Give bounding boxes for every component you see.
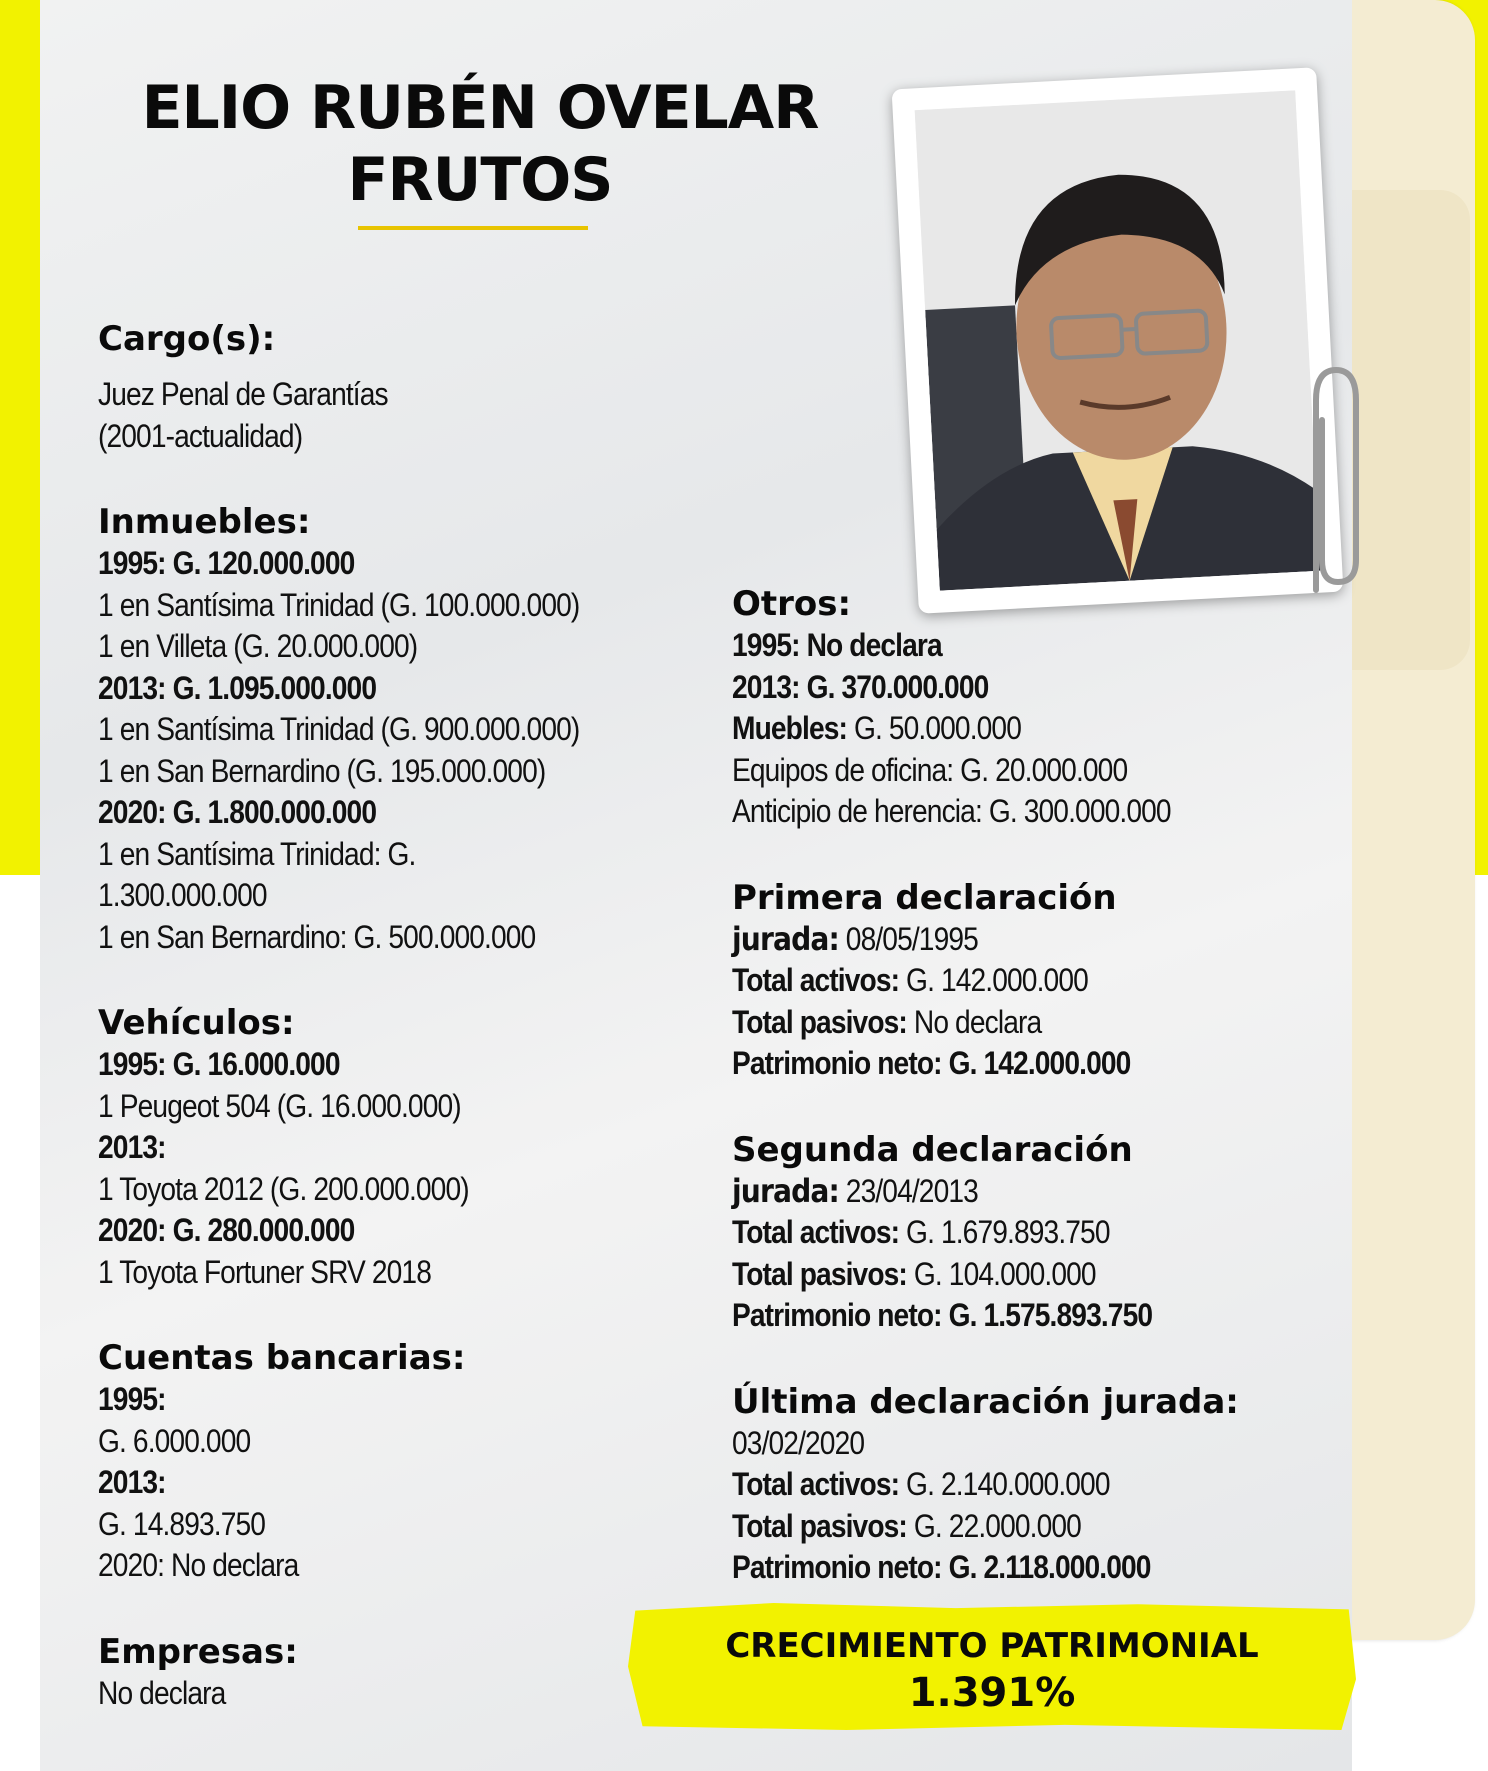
segunda-activos xyxy=(732,1212,1225,1254)
otros-muebles-label: Muebles: xyxy=(732,710,848,746)
primera-activos-label: Total activos: xyxy=(732,962,900,998)
title-line-2: FRUTOS xyxy=(347,145,613,215)
primera-heading: Primera declaración xyxy=(732,877,1117,918)
right-column xyxy=(732,583,1292,1589)
otros-year-1995: 1995: No declara xyxy=(732,627,942,663)
primera-pasivos xyxy=(732,1002,1225,1044)
vehiculos-year-1995: 1995: G. 16.000.000 xyxy=(98,1046,340,1082)
portrait-photo-image xyxy=(915,90,1321,590)
cuentas-year-2013: 2013: xyxy=(98,1464,166,1500)
inmuebles-year-2020: 2020: G. 1.800.000.000 xyxy=(98,794,377,830)
segunda-pasivos xyxy=(732,1254,1225,1296)
left-column xyxy=(98,318,698,1714)
primera-activos xyxy=(732,960,1225,1002)
primera-neto xyxy=(732,1043,1225,1085)
inmuebles-year-1995: 1995: G. 120.000.000 xyxy=(98,545,355,581)
primera-neto-label: Patrimonio neto: xyxy=(732,1045,942,1081)
growth-banner-value: 1.391% xyxy=(908,1670,1076,1716)
inmuebles-item: 1 en Santísima Trinidad (G. 900.000.000) xyxy=(98,711,580,747)
otros-heading: Otros: xyxy=(732,584,852,624)
segunda-fecha xyxy=(732,1171,1225,1213)
portrait-photo xyxy=(892,67,1344,614)
ultima-pasivos-value: G. 22.000.000 xyxy=(913,1507,1081,1544)
inmuebles-item: 1 en San Bernardino (G. 195.000.000) xyxy=(98,752,546,789)
ultima-fecha: 03/02/2020 xyxy=(732,1424,865,1461)
segunda-jurada-label: jurada: xyxy=(732,1171,839,1210)
vehiculos-item: 1 Peugeot 504 (G. 16.000.000) xyxy=(98,1087,461,1124)
ultima-neto-value: G. 2.118.000.000 xyxy=(948,1549,1151,1585)
cuentas-item: 2020: No declara xyxy=(98,1547,299,1583)
cuentas-item: G. 6.000.000 xyxy=(98,1422,251,1459)
primera-pasivos-label: Total pasivos: xyxy=(732,1003,907,1040)
inmuebles-item: 1 en Santísima Trinidad: G. xyxy=(98,835,416,872)
segunda-heading: Segunda declaración xyxy=(732,1129,1133,1170)
portrait-icon xyxy=(915,90,1321,590)
cargo-line: (2001-actualidad) xyxy=(98,417,303,454)
primera-jurada-label: jurada: xyxy=(732,919,839,958)
segunda-neto-label: Patrimonio neto: xyxy=(732,1297,942,1333)
cuentas-year-1995: 1995: xyxy=(98,1381,166,1417)
title-underline xyxy=(358,226,588,230)
ultima-pasivos xyxy=(732,1506,1225,1548)
inmuebles-item: 1.300.000.000 xyxy=(98,877,267,913)
inmuebles-item: 1 en Villeta (G. 20.000.000) xyxy=(98,628,418,664)
vehiculos-heading: Vehículos: xyxy=(98,1003,295,1043)
ultima-activos-value: G. 2.140.000.000 xyxy=(906,1466,1110,1502)
segunda-neto-value: G. 1.575.893.750 xyxy=(948,1297,1153,1333)
cuentas-heading: Cuentas bancarias: xyxy=(98,1338,466,1378)
segunda-activos-value: G. 1.679.893.750 xyxy=(906,1214,1110,1250)
inmuebles-item: 1 en San Bernardino: G. 500.000.000 xyxy=(98,918,536,955)
vehiculos-item: 1 Toyota Fortuner SRV 2018 xyxy=(98,1253,431,1290)
cuentas-item: G. 14.893.750 xyxy=(98,1505,266,1542)
ultima-heading: Última declaración jurada: xyxy=(732,1381,1239,1422)
paperclip-icon xyxy=(1296,360,1366,600)
ultima-neto xyxy=(732,1547,1225,1589)
primera-pasivos-value: No declara xyxy=(913,1003,1042,1040)
otros-anticipo: Anticipio de herencia: G. 300.000.000 xyxy=(732,793,1171,829)
cargo-heading: Cargo(s): xyxy=(98,319,276,359)
otros-year-2013: 2013: G. 370.000.000 xyxy=(732,668,989,705)
otros-muebles xyxy=(732,708,1225,750)
vehiculos-item: 1 Toyota 2012 (G. 200.000.000) xyxy=(98,1170,469,1207)
cargo-line: Juez Penal de Garantías xyxy=(98,376,388,412)
inmuebles-year-2013: 2013: G. 1.095.000.000 xyxy=(98,669,377,706)
vehiculos-year-2020: 2020: G. 280.000.000 xyxy=(98,1212,355,1248)
page-title xyxy=(110,72,850,216)
primera-fecha xyxy=(732,919,1225,961)
vehiculos-year-2013: 2013: xyxy=(98,1129,166,1165)
ultima-activos xyxy=(732,1464,1225,1506)
ultima-pasivos-label: Total pasivos: xyxy=(732,1507,907,1544)
segunda-activos-label: Total activos: xyxy=(732,1214,900,1250)
ultima-neto-label: Patrimonio neto: xyxy=(732,1549,942,1585)
title-line-1: ELIO RUBÉN OVELAR xyxy=(141,73,819,143)
inmuebles-heading: Inmuebles: xyxy=(98,502,311,542)
growth-banner-label: CRECIMIENTO PATRIMONIAL xyxy=(725,1626,1259,1666)
segunda-pasivos-label: Total pasivos: xyxy=(732,1255,907,1292)
primera-activos-value: G. 142.000.000 xyxy=(906,962,1088,998)
segunda-pasivos-value: G. 104.000.000 xyxy=(913,1255,1096,1292)
primera-neto-value: G. 142.000.000 xyxy=(948,1045,1131,1081)
otros-equipos: Equipos de oficina: G. 20.000.000 xyxy=(732,751,1128,788)
empresas-item: No declara xyxy=(98,1674,226,1711)
primera-fecha-value: 08/05/1995 xyxy=(845,920,978,957)
segunda-neto xyxy=(732,1295,1225,1337)
otros-muebles-value: G. 50.000.000 xyxy=(853,710,1021,746)
empresas-heading: Empresas: xyxy=(98,1631,298,1672)
ultima-activos-label: Total activos: xyxy=(732,1466,900,1502)
segunda-fecha-value: 23/04/2013 xyxy=(845,1172,978,1209)
inmuebles-item: 1 en Santísima Trinidad (G. 100.000.000) xyxy=(98,586,580,623)
